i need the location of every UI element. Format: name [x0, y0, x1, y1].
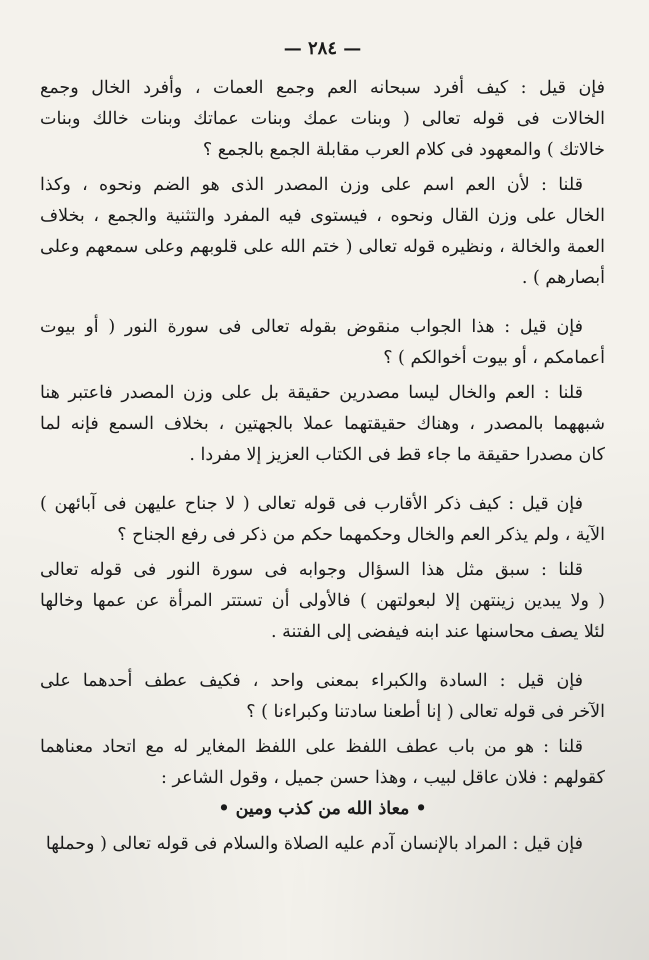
text-line: أبصارهم ) . — [521, 268, 605, 288]
text-line: ( ولا يبدين زينتهن إلا لبعولتهن ) فالأولى أن تستتر المرأة عن عمها وخالها — [40, 591, 605, 611]
text-line: فإن قيل : هذا الجواب منقوض بقوله تعالى فى سورة النور ( أو بيوت — [40, 317, 583, 337]
text-line: قلنا : لأن العم اسم على وزن المصدر الذى هو الضم ونحوه ، وكذا — [40, 175, 583, 195]
text-line: كقولهم : فلان عاقل لبيب ، وهذا حسن جميل ، وقول الشاعر : — [161, 768, 605, 788]
text-line: قلنا : سبق مثل هذا السؤال وجوابه فى سورة النور فى قوله تعالى — [40, 560, 583, 580]
text-line: شبههما بالمصدر ، وهناك حقيقتهما عملا بالجهتين ، بخلاف السمع فإنه لما — [40, 414, 605, 434]
text-line: الخالات فى قوله تعالى ( وبنات عمك وبنات عماتك وبنات خالك وبنات — [40, 109, 605, 129]
text-line: فإن قيل : كيف أفرد سبحانه العم وجمع العمات ، وأفرد الخال وجمع — [40, 78, 605, 98]
text-line: فإن قيل : السادة والكبراء بمعنى واحد ، فكيف عطف أحدهما على — [40, 671, 583, 691]
text-line: الآخر فى قوله تعالى ( إنا أطعنا سادتنا وكبراءنا ) ؟ — [246, 702, 605, 722]
paragraph-question-5 — [40, 829, 605, 860]
paragraph-question-3 — [40, 489, 605, 551]
text-line: كان مصدرا حقيقة ما جاء قط فى الكتاب العزيز إلا مفردا . — [189, 445, 605, 465]
text-line: فإن قيل : كيف ذكر الأقارب فى قوله تعالى ( لا جناح عليهن فى آبائهن ) — [40, 494, 583, 514]
text-line: قلنا : هو من باب عطف اللفظ على اللفظ المغاير له مع اتحاد معناهما — [40, 737, 583, 757]
text-line: خالاتك ) والمعهود فى كلام العرب مقابلة الجمع بالجمع ؟ — [202, 140, 605, 160]
paragraph-question-1 — [40, 73, 605, 166]
paragraph-answer-4 — [40, 732, 605, 825]
paragraph-question-2 — [40, 312, 605, 374]
poetry-verse: • معاذ الله من كذب ومين • — [218, 799, 427, 819]
page-number: — ٢٨٤ — — [283, 38, 362, 59]
paragraph-answer-2 — [40, 378, 605, 471]
text-line: أعمامكم ، أو بيوت أخوالكم ) ؟ — [383, 348, 605, 368]
text-line: لئلا يصف محاسنها عند ابنه فيفضى إلى الفتنة . — [271, 622, 605, 642]
text-line: العمة والخالة ، ونظيره قوله تعالى ( ختم الله على قلوبهم وعلى سمعهم وعلى — [40, 237, 605, 257]
text-line: الآية ، ولم يذكر العم والخال وحكمهما حكم من ذكر فى رفع الجناح ؟ — [117, 525, 605, 545]
paragraph-question-4 — [40, 666, 605, 728]
text-line: فإن قيل : المراد بالإنسان آدم عليه الصلاة والسلام فى قوله تعالى ( وحملها — [45, 834, 583, 854]
text-line: الخال على وزن القال ونحوه ، فيستوى فيه المفرد والتثنية والجمع ، بخلاف — [40, 206, 605, 226]
paragraph-answer-3 — [40, 555, 605, 648]
paragraph-answer-1 — [40, 170, 605, 294]
text-line: قلنا : العم والخال ليسا مصدرين حقيقة بل على وزن المصدر فاعتبر هنا — [40, 383, 583, 403]
